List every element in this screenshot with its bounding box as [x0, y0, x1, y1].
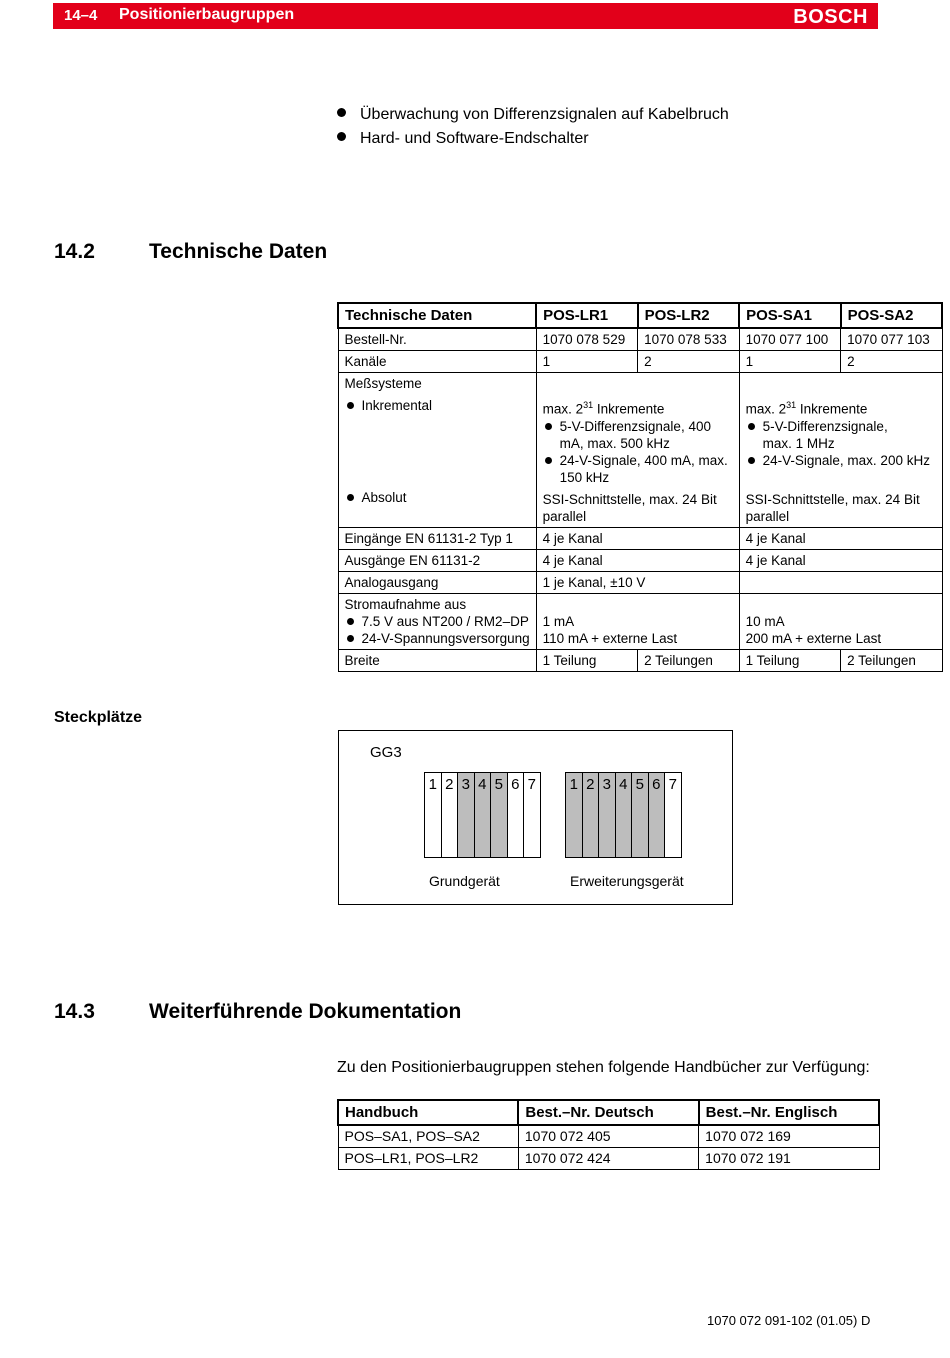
page-number: 14–4: [64, 7, 98, 24]
section-number: 14.2: [54, 240, 95, 263]
footer-doc-number: 1070 072 091-102 (01.05) D: [707, 1313, 871, 1328]
slot-3: 3: [457, 772, 475, 858]
bullet-icon: [545, 423, 552, 430]
bullet-icon: [347, 402, 354, 409]
table-cell: 2 Teilungen: [638, 649, 740, 671]
column-header: Technische Daten: [338, 303, 536, 328]
row-label: Analogausgang: [338, 571, 536, 593]
slot-4: 4: [615, 772, 633, 858]
column-header: POS-LR1: [536, 303, 638, 328]
table-cell: [536, 373, 739, 528]
slot-7: 7: [523, 772, 541, 858]
grundgeraet-label: Grundgerät: [429, 873, 500, 889]
table-cell: 4 je Kanal: [739, 549, 942, 571]
bosch-logo: BOSCH: [793, 6, 868, 28]
strom-label: Stromaufnahme aus: [344, 596, 467, 612]
bullet-icon: [347, 635, 354, 642]
table-header-row: [338, 1100, 879, 1125]
documentation-table: [337, 1099, 880, 1170]
inkremental-label: Inkremental: [345, 397, 530, 414]
row-label: Bestell-Nr.: [338, 328, 536, 351]
table-cell: POS–SA1, POS–SA2: [338, 1125, 518, 1148]
table-row: [338, 593, 942, 649]
slot-1: 1: [424, 772, 442, 858]
column-header: POS-SA1: [739, 303, 841, 328]
section-heading-14-2: [54, 240, 454, 266]
steckplaetze-heading: Steckplätze: [54, 709, 143, 726]
table-cell: 4 je Kanal: [536, 549, 739, 571]
technical-data-table: [337, 302, 943, 672]
section-title: Weiterführende Dokumentation: [149, 1000, 462, 1023]
lr-inkremental-max: max. $2^{31}$ Inkremente: [542, 400, 665, 417]
docs-intro: Zu den Positionierbaugruppen stehen folgende Handbücher zur Verfügung:: [337, 1059, 870, 1076]
bullet-icon: [748, 423, 755, 430]
slot-5: 5: [631, 772, 649, 858]
bullet-icon: [347, 494, 354, 501]
table-row: [338, 1125, 879, 1148]
table-cell: 1 je Kanal, ±10 V: [536, 571, 739, 593]
column-header: POS-LR2: [638, 303, 740, 328]
row-label: Ausgänge EN 61131-2: [338, 549, 536, 571]
table-cell: 1070 072 169: [699, 1125, 879, 1148]
section-title: Technische Daten: [149, 240, 328, 263]
table-row: [338, 328, 942, 351]
slot-4: 4: [474, 772, 492, 858]
row-label: Kanäle: [338, 351, 536, 373]
page-header-bar: [53, 3, 878, 29]
table-cell: 2: [638, 351, 740, 373]
slot-2: 2: [582, 772, 600, 858]
bullet-icon: [545, 457, 552, 464]
slot-6: 6: [507, 772, 525, 858]
strom-sa-24: 200 mA + externe Last: [745, 630, 882, 646]
bullet-icon: [748, 457, 755, 464]
list-item: 7.5 V aus NT200 / RM2–DP: [345, 613, 530, 630]
bullet-icon: [337, 108, 346, 117]
table-cell: 2: [841, 351, 943, 373]
table-cell: 1: [739, 351, 841, 373]
table-cell: 2 Teilungen: [841, 649, 943, 671]
intro-bullet-2: Hard- und Software-Endschalter: [337, 130, 589, 148]
table-cell: 1: [536, 351, 638, 373]
table-cell: [739, 373, 942, 528]
intro-bullet-1: Überwachung von Differenzsignalen auf Kabelbruch: [337, 106, 729, 124]
strom-lr-nt: 1 mA: [542, 613, 575, 629]
table-cell: 1 Teilung: [536, 649, 638, 671]
table-cell: [739, 593, 942, 649]
strom-lr-24: 110 mA + externe Last: [542, 630, 678, 646]
row-label: Breite: [338, 649, 536, 671]
strom-sa-nt: 10 mA: [745, 613, 785, 629]
slot-7: 7: [664, 772, 682, 858]
list-item: 5-V-Differenzsignale, 400 mA, max. 500 kHz: [543, 418, 733, 452]
slot-5: 5: [490, 772, 508, 858]
header-title: Positionierbaugruppen: [119, 6, 295, 23]
table-cell: POS–LR1, POS–LR2: [338, 1148, 518, 1170]
list-item: 5-V-Differenzsignale, max. 1 MHz: [746, 418, 906, 452]
column-header: Best.–Nr. Englisch: [699, 1100, 879, 1125]
absolut-label: Absolut: [345, 489, 530, 506]
table-cell: 1070 078 533: [638, 328, 740, 351]
list-item: 24-V-Signale, 400 mA, max. 150 kHz: [543, 452, 733, 486]
sa-absolut-value: SSI-Schnittstelle, max. 24 Bit parallel: [745, 491, 920, 524]
row-label: Eingänge EN 61131-2 Typ 1: [338, 527, 536, 549]
table-cell: [536, 593, 739, 649]
table-row: [338, 649, 942, 671]
table-cell: 1070 078 529: [536, 328, 638, 351]
table-row: [338, 527, 942, 549]
slot-diagram: [338, 730, 733, 905]
table-cell: 4 je Kanal: [536, 527, 739, 549]
list-item: 24-V-Spannungsversorgung: [345, 630, 530, 647]
table-cell: 1070 072 405: [518, 1125, 698, 1148]
table-cell: 1070 077 100: [739, 328, 841, 351]
messsysteme-label: Meßsysteme: [344, 376, 422, 391]
slot-2: 2: [441, 772, 459, 858]
section-number: 14.3: [54, 1000, 95, 1023]
bullet-icon: [337, 132, 346, 141]
table-cell: 1070 077 103: [841, 328, 943, 351]
row-label: [338, 373, 536, 528]
bullet-icon: [347, 618, 354, 625]
row-label: [338, 593, 536, 649]
erweiterung-label: Erweiterungsgerät: [570, 873, 684, 889]
column-header: POS-SA2: [841, 303, 943, 328]
table-cell: [739, 571, 942, 593]
column-header: Best.–Nr. Deutsch: [518, 1100, 698, 1125]
list-item: 24-V-Signale, max. 200 kHz: [746, 452, 936, 469]
unit-label: GG3: [370, 744, 402, 761]
table-cell: 4 je Kanal: [739, 527, 942, 549]
slot-1: 1: [565, 772, 583, 858]
lr-absolut-value: SSI-Schnittstelle, max. 24 Bit parallel: [542, 491, 717, 524]
section-heading-14-3: [54, 1000, 554, 1026]
table-cell: 1 Teilung: [739, 649, 841, 671]
table-row: [338, 1148, 879, 1170]
slot-6: 6: [648, 772, 666, 858]
column-header: Handbuch: [338, 1100, 518, 1125]
slot-3: 3: [598, 772, 616, 858]
table-row: [338, 549, 942, 571]
table-row: [338, 351, 942, 373]
table-cell: 1070 072 191: [699, 1148, 879, 1170]
table-row: [338, 571, 942, 593]
table-header-row: [338, 303, 942, 328]
sa-inkremental-max: max. $2^{31}$ Inkremente: [745, 400, 868, 417]
table-cell: 1070 072 424: [518, 1148, 698, 1170]
table-row: [338, 373, 942, 528]
